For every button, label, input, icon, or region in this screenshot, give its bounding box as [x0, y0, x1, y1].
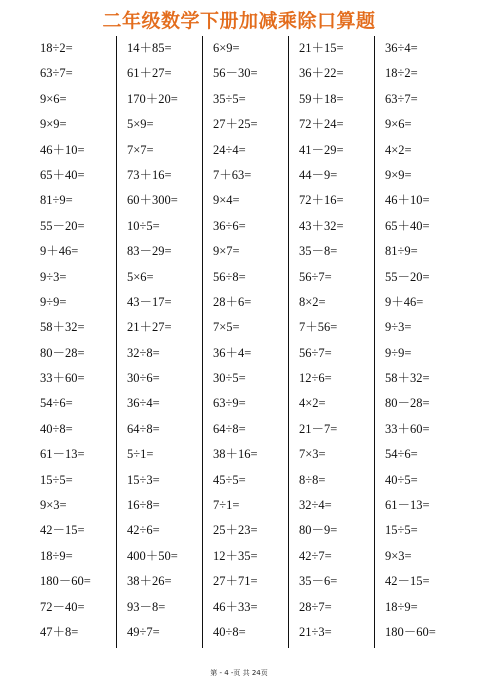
- arithmetic-problem: 43＋32=: [299, 218, 344, 233]
- arithmetic-problem: 7＋56=: [299, 320, 338, 335]
- arithmetic-problem: 28＋6=: [213, 294, 252, 309]
- page-footer: 第 - 4 -页 共 24页: [210, 669, 268, 677]
- arithmetic-problem: 46＋10=: [40, 142, 85, 157]
- arithmetic-problem: 9×3=: [385, 548, 412, 563]
- arithmetic-problem: 8÷8=: [299, 472, 326, 487]
- arithmetic-problem: 59＋18=: [299, 91, 344, 106]
- arithmetic-problem: 15÷5=: [40, 472, 73, 487]
- arithmetic-problem: 40÷5=: [385, 472, 418, 487]
- arithmetic-problem: 18÷2=: [40, 41, 73, 55]
- arithmetic-problem: 8×2=: [299, 294, 326, 309]
- arithmetic-problem: 36÷4=: [127, 396, 160, 411]
- problem-grid: [30, 36, 460, 648]
- arithmetic-problem: 80－28=: [40, 345, 85, 360]
- arithmetic-problem: 35－6=: [299, 574, 338, 589]
- arithmetic-problem: 9×7=: [213, 244, 240, 259]
- arithmetic-problem: 12＋35=: [213, 548, 258, 563]
- arithmetic-problem: 72＋24=: [299, 117, 344, 132]
- arithmetic-problem: 9÷3=: [40, 269, 67, 284]
- arithmetic-problem: 9÷9=: [40, 294, 67, 309]
- arithmetic-problem: 400＋50=: [127, 548, 178, 563]
- arithmetic-problem: 41－29=: [299, 142, 344, 157]
- arithmetic-problem: 4×2=: [385, 142, 412, 157]
- arithmetic-problem: 56÷8=: [213, 269, 246, 284]
- arithmetic-problem: 9×3=: [40, 498, 67, 513]
- arithmetic-problem: 42÷7=: [299, 548, 332, 563]
- arithmetic-problem: 10÷5=: [127, 218, 160, 233]
- arithmetic-problem: 9×9=: [385, 167, 412, 182]
- arithmetic-problem: 5×6=: [127, 269, 154, 284]
- arithmetic-problem: 72－40=: [40, 599, 85, 614]
- arithmetic-problem: 72＋16=: [299, 193, 344, 208]
- arithmetic-problem: 93－8=: [127, 599, 166, 614]
- arithmetic-problem: 58＋32=: [385, 371, 430, 386]
- arithmetic-problem: 46＋33=: [213, 599, 258, 614]
- arithmetic-problem: 27＋71=: [213, 574, 258, 589]
- arithmetic-problem: 4×2=: [299, 396, 326, 411]
- arithmetic-problem: 45÷5=: [213, 472, 246, 487]
- arithmetic-problem: 38＋26=: [127, 574, 172, 589]
- arithmetic-problem: 56－30=: [213, 66, 258, 81]
- arithmetic-problem: 44－9=: [299, 167, 338, 182]
- arithmetic-problem: 64÷8=: [213, 421, 246, 436]
- arithmetic-problem: 27＋25=: [213, 117, 258, 132]
- arithmetic-problem: 56÷7=: [299, 269, 332, 284]
- arithmetic-problem: 46＋10=: [385, 193, 430, 208]
- arithmetic-problem: 61＋27=: [127, 66, 172, 81]
- arithmetic-problem: 18÷2=: [385, 66, 418, 81]
- arithmetic-problem: 65＋40=: [40, 167, 85, 182]
- arithmetic-problem: 15÷5=: [385, 523, 418, 538]
- arithmetic-problem: 35－8=: [299, 244, 338, 259]
- arithmetic-problem: 9×9=: [40, 117, 67, 132]
- arithmetic-problem: 28÷7=: [299, 599, 332, 614]
- arithmetic-problem: 9÷3=: [385, 320, 412, 335]
- problem-column-1: [30, 36, 116, 648]
- arithmetic-problem: 63÷9=: [213, 396, 246, 411]
- arithmetic-problem: 21－7=: [299, 421, 338, 436]
- arithmetic-problem: 35÷5=: [213, 91, 246, 106]
- arithmetic-problem: 49÷7=: [127, 624, 160, 639]
- arithmetic-problem: 61－13=: [385, 498, 430, 513]
- arithmetic-problem: 30÷6=: [127, 371, 160, 386]
- arithmetic-problem: 81÷9=: [385, 244, 418, 259]
- arithmetic-problem: 54÷6=: [385, 447, 418, 462]
- arithmetic-problem: 170＋20=: [127, 91, 178, 106]
- page-title: 二年级数学下册加减乘除口算题: [102, 10, 376, 32]
- arithmetic-problem: 40÷8=: [40, 421, 73, 436]
- arithmetic-problem: 25＋23=: [213, 523, 258, 538]
- arithmetic-problem: 5×9=: [127, 117, 154, 132]
- arithmetic-problem: 6×9=: [213, 41, 240, 55]
- arithmetic-problem: 80－28=: [385, 396, 430, 411]
- arithmetic-problem: 63÷7=: [385, 91, 418, 106]
- arithmetic-problem: 9÷9=: [385, 345, 412, 360]
- arithmetic-problem: 54÷6=: [40, 396, 73, 411]
- arithmetic-problem: 9×6=: [40, 91, 67, 106]
- problem-column-4: [288, 36, 374, 648]
- arithmetic-problem: 7÷1=: [213, 498, 240, 513]
- arithmetic-problem: 42－15=: [40, 523, 85, 538]
- arithmetic-problem: 58＋32=: [40, 320, 85, 335]
- problem-column-3: [202, 36, 288, 648]
- arithmetic-problem: 9×6=: [385, 117, 412, 132]
- arithmetic-problem: 47＋8=: [40, 624, 79, 639]
- arithmetic-problem: 43－17=: [127, 294, 172, 309]
- arithmetic-problem: 36＋22=: [299, 66, 344, 81]
- arithmetic-problem: 9＋46=: [385, 294, 424, 309]
- arithmetic-problem: 81÷9=: [40, 193, 73, 208]
- arithmetic-problem: 32÷4=: [299, 498, 332, 513]
- arithmetic-problem: 7×5=: [213, 320, 240, 335]
- problem-column-5: [374, 36, 460, 648]
- arithmetic-problem: 180－60=: [385, 624, 436, 639]
- arithmetic-problem: 61－13=: [40, 447, 85, 462]
- arithmetic-problem: 18÷9=: [40, 548, 73, 563]
- arithmetic-problem: 9×4=: [213, 193, 240, 208]
- arithmetic-problem: 21÷3=: [299, 624, 332, 639]
- arithmetic-problem: 30÷5=: [213, 371, 246, 386]
- arithmetic-problem: 9＋46=: [40, 244, 79, 259]
- arithmetic-problem: 80－9=: [299, 523, 338, 538]
- arithmetic-problem: 73＋16=: [127, 167, 172, 182]
- arithmetic-problem: 42－15=: [385, 574, 430, 589]
- arithmetic-problem: 12÷6=: [299, 371, 332, 386]
- arithmetic-problem: 33＋60=: [385, 421, 430, 436]
- arithmetic-problem: 56÷7=: [299, 345, 332, 360]
- arithmetic-problem: 65＋40=: [385, 218, 430, 233]
- arithmetic-problem: 32÷8=: [127, 345, 160, 360]
- arithmetic-problem: 55－20=: [40, 218, 85, 233]
- arithmetic-problem: 24÷4=: [213, 142, 246, 157]
- problem-column-2: [116, 36, 202, 648]
- arithmetic-problem: 15÷3=: [127, 472, 160, 487]
- arithmetic-problem: 36÷6=: [213, 218, 246, 233]
- arithmetic-problem: 64÷8=: [127, 421, 160, 436]
- arithmetic-problem: 63÷7=: [40, 66, 73, 81]
- arithmetic-problem: 5÷1=: [127, 447, 154, 462]
- arithmetic-problem: 55－20=: [385, 269, 430, 284]
- arithmetic-problem: 18÷9=: [385, 599, 418, 614]
- arithmetic-problem: 33＋60=: [40, 371, 85, 386]
- arithmetic-problem: 38＋16=: [213, 447, 258, 462]
- arithmetic-problem: 7＋63=: [213, 167, 252, 182]
- arithmetic-problem: 14＋85=: [127, 41, 172, 55]
- arithmetic-problem: 83－29=: [127, 244, 172, 259]
- arithmetic-problem: 36＋4=: [213, 345, 252, 360]
- arithmetic-problem: 16÷8=: [127, 498, 160, 513]
- arithmetic-problem: 40÷8=: [213, 624, 246, 639]
- arithmetic-problem: 7×7=: [127, 142, 154, 157]
- arithmetic-problem: 21＋15=: [299, 41, 344, 55]
- arithmetic-problem: 60＋300=: [127, 193, 178, 208]
- arithmetic-problem: 42÷6=: [127, 523, 160, 538]
- arithmetic-problem: 36÷4=: [385, 41, 418, 55]
- arithmetic-problem: 21＋27=: [127, 320, 172, 335]
- arithmetic-problem: 180－60=: [40, 574, 91, 589]
- arithmetic-problem: 7×3=: [299, 447, 326, 462]
